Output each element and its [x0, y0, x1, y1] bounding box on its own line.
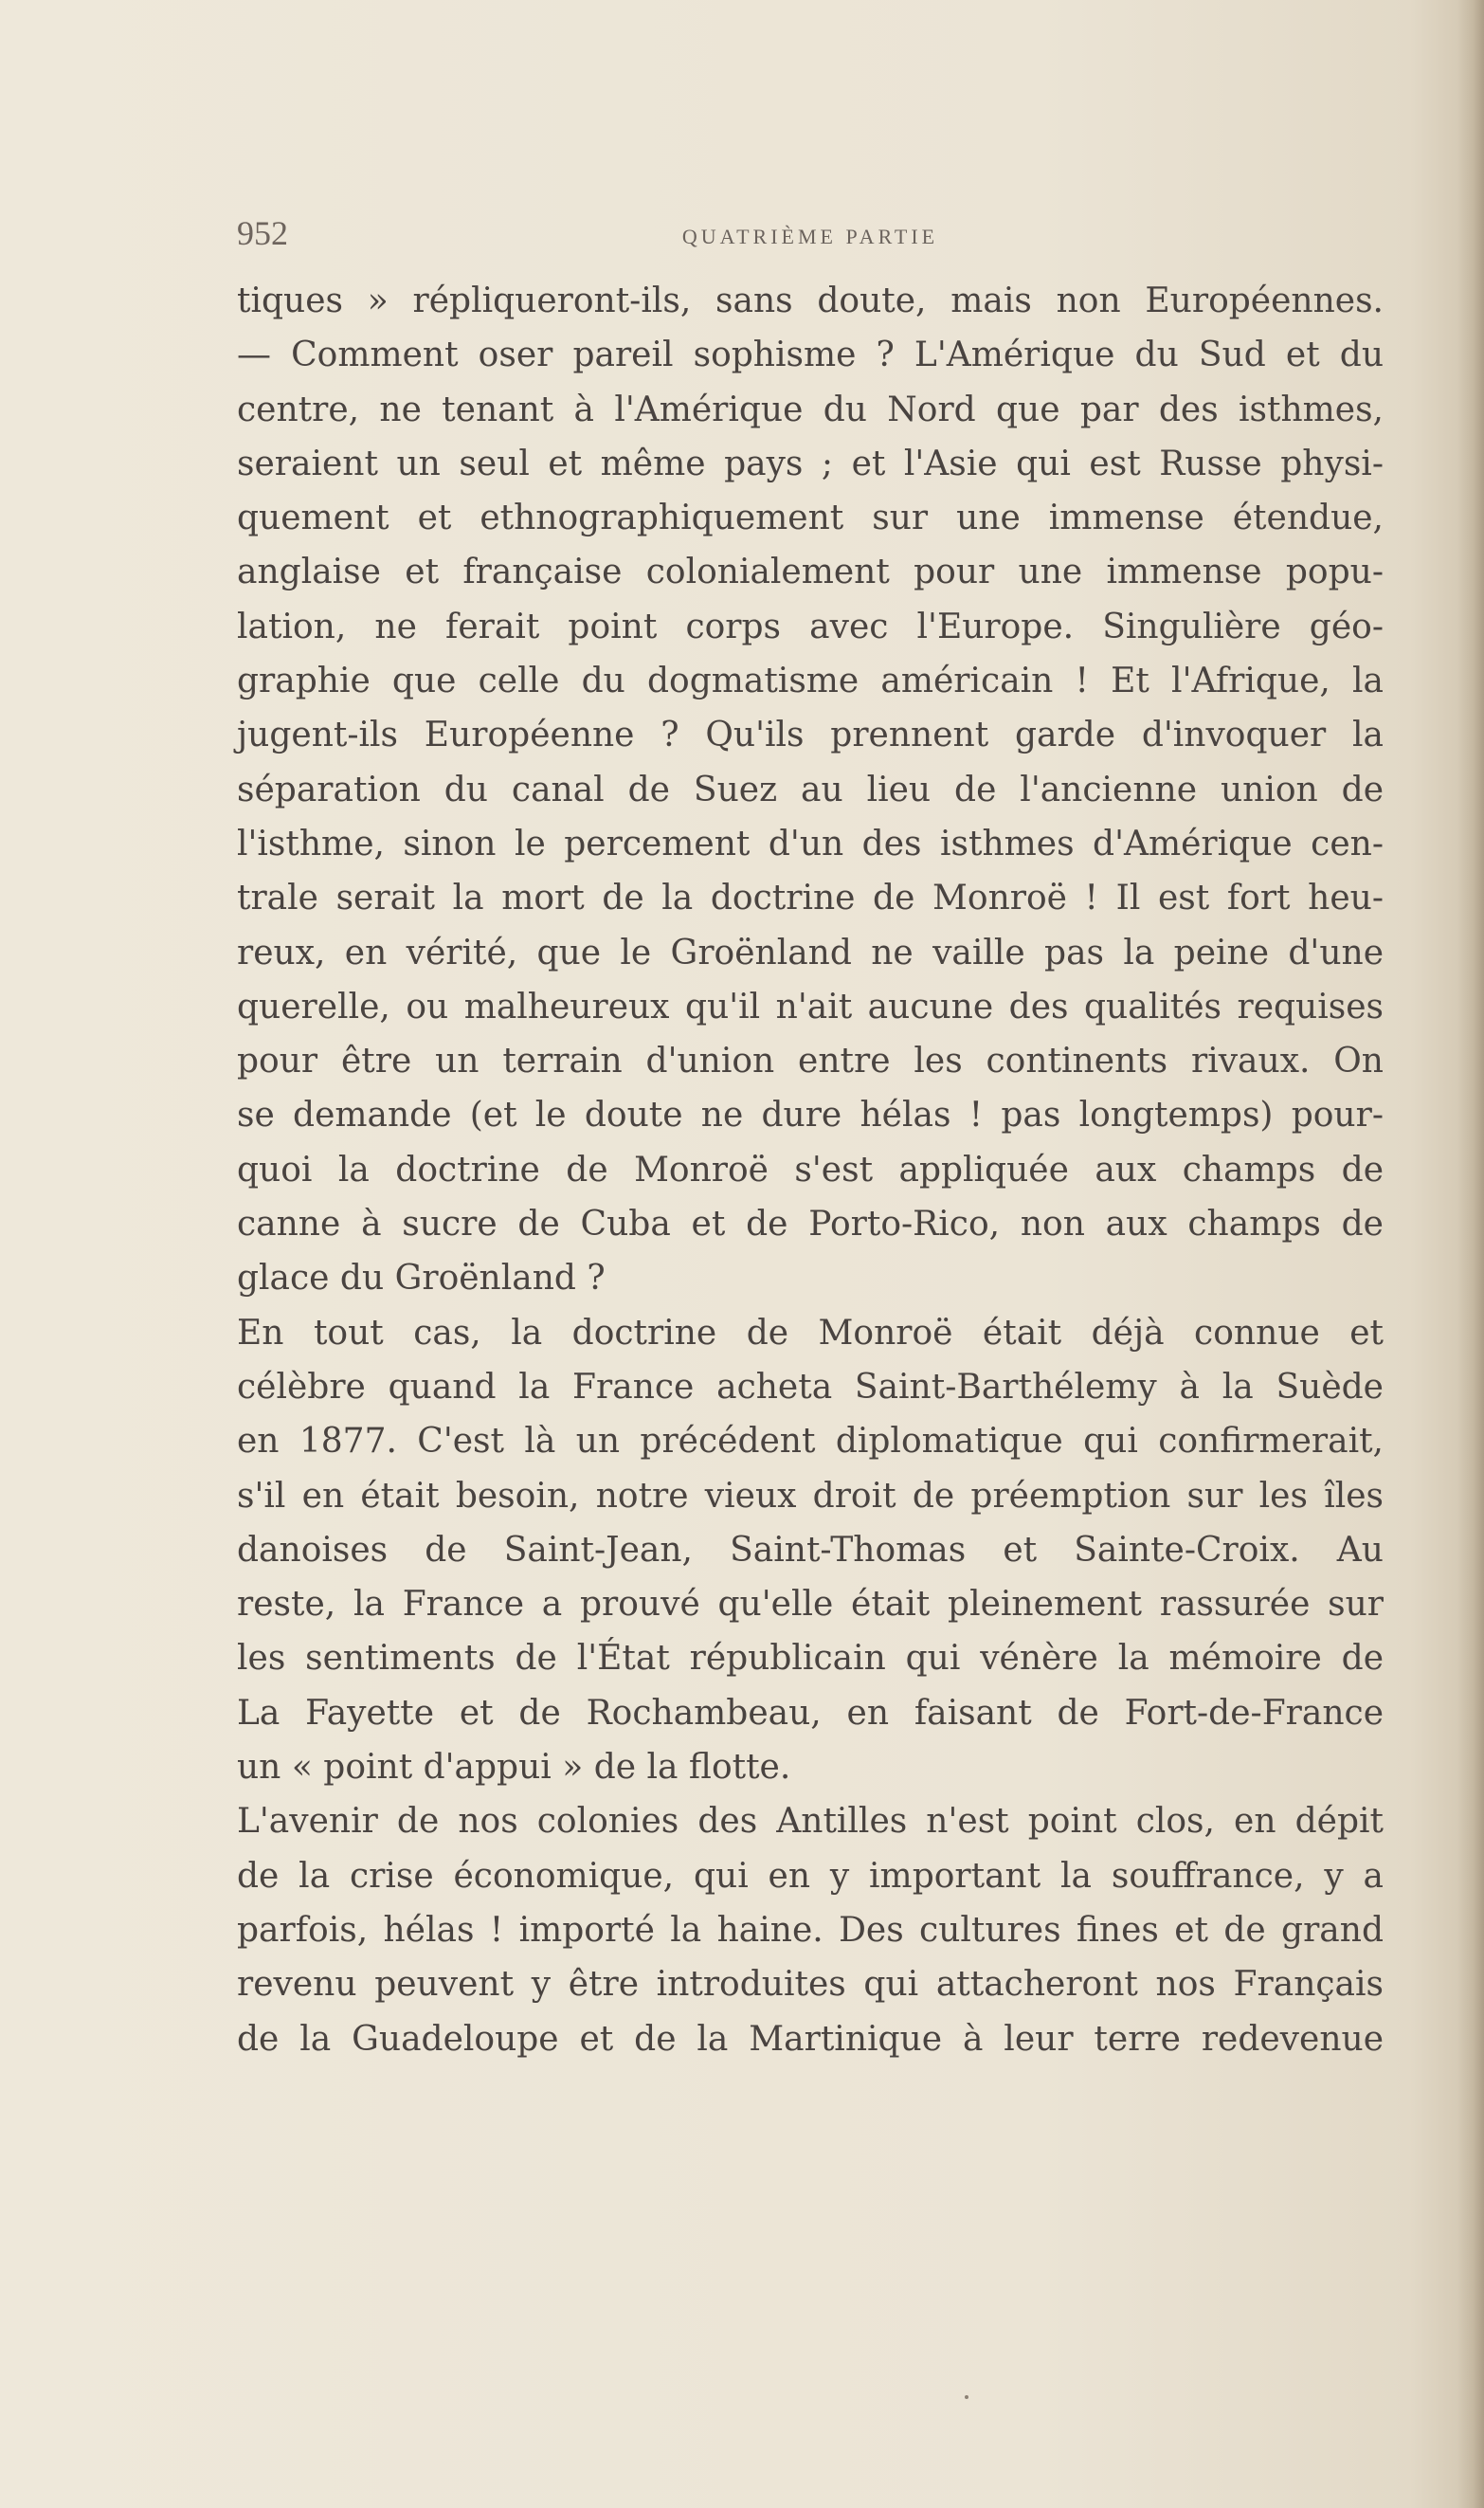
text-line: glace du Groënland ? [237, 1259, 606, 1299]
text-line: danoises de Saint-Jean, Saint-Thomas et Sainte-Croix. Au [237, 1530, 1384, 1570]
text-line: querelle, ou malheureux qu'il n'ait aucune des qualités requises [237, 987, 1384, 1027]
text-line: centre, ne tenant à l'Amérique du Nord que par des isthmes, [237, 390, 1384, 429]
text-line: pour être un terrain d'union entre les continents rivaux. On [237, 1042, 1384, 1081]
text-line: lation, ne ferait point corps avec l'Europe. Singulière géo- [237, 607, 1384, 646]
text-line: tiques » répliqueront-ils, sans doute, mais non Européennes. [237, 282, 1384, 320]
text-line: parfois, hélas ! importé la haine. Des cultures fines et de grand [237, 1910, 1384, 1950]
paper-speck [965, 2395, 968, 2399]
text-line: se demande (et le doute ne dure hélas ! pas longtemps) pour- [237, 1096, 1384, 1136]
page-number: 952 [237, 214, 288, 252]
text-line: La Fayette et de Rochambeau, en faisant de Fort-de-France [237, 1693, 1384, 1733]
text-block [237, 213, 1384, 2066]
text-line: séparation du canal de Suez au lieu de l'ancienne union de [237, 770, 1384, 809]
text-line: revenu peuvent y être introduites qui attacheront nos Français [237, 1965, 1384, 2005]
text-line: seraient un seul et même pays ; et l'Asie qui est Russe physi- [237, 444, 1384, 483]
text-line: quoi la doctrine de Monroë s'est appliquée aux champs de [237, 1150, 1384, 1190]
body-text [237, 274, 1384, 2066]
text-line: de la crise économique, qui en y important la souffrance, y a [237, 1856, 1384, 1896]
text-line: célèbre quand la France acheta Saint-Barthélemy à la Suède [237, 1367, 1384, 1407]
text-line: L'avenir de nos colonies des Antilles n'est point clos, en dépit [237, 1802, 1384, 1842]
text-line: reux, en vérité, que le Groënland ne vaille pas la peine d'une [237, 933, 1384, 972]
text-line: jugent-ils Européenne ? Qu'ils prennent garde d'invoquer la [237, 716, 1384, 755]
text-line: reste, la France a prouvé qu'elle était pleinement rassurée sur [237, 1585, 1384, 1625]
page-header [237, 213, 1384, 270]
page-edge-shadow [1457, 0, 1484, 2508]
text-line: anglaise et française colonialement pour une immense popu- [237, 553, 1384, 592]
running-head: QUATRIÈME PARTIE [681, 225, 939, 248]
text-line: En tout cas, la doctrine de Monroë était déjà connue et [237, 1313, 1384, 1353]
text-line: l'isthme, sinon le percement d'un des isthmes d'Amérique cen- [237, 824, 1384, 863]
text-line: canne à sucre de Cuba et de Porto-Rico, non aux champs de [237, 1205, 1384, 1245]
text-line: trale serait la mort de la doctrine de Monroë ! Il est fort heu- [237, 879, 1384, 918]
text-line: un « point d'appui » de la flotte. [237, 1748, 791, 1788]
text-line: quement et ethnographiquement sur une immense étendue, [237, 499, 1384, 538]
text-line: de la Guadeloupe et de la Martinique à leur terre redevenue [237, 2019, 1384, 2059]
text-line: en 1877. C'est là un précédent diplomatique qui confirmerait, [237, 1422, 1384, 1462]
text-line: — Comment oser pareil sophisme ? L'Amérique du Sud et du [237, 336, 1384, 375]
text-line: les sentiments de l'État républicain qui vénère la mémoire de [237, 1639, 1384, 1679]
text-line: graphie que celle du dogmatisme américain ! Et l'Afrique, la [237, 662, 1384, 701]
text-line: s'il en était besoin, notre vieux droit de préemption sur les îles [237, 1476, 1384, 1516]
